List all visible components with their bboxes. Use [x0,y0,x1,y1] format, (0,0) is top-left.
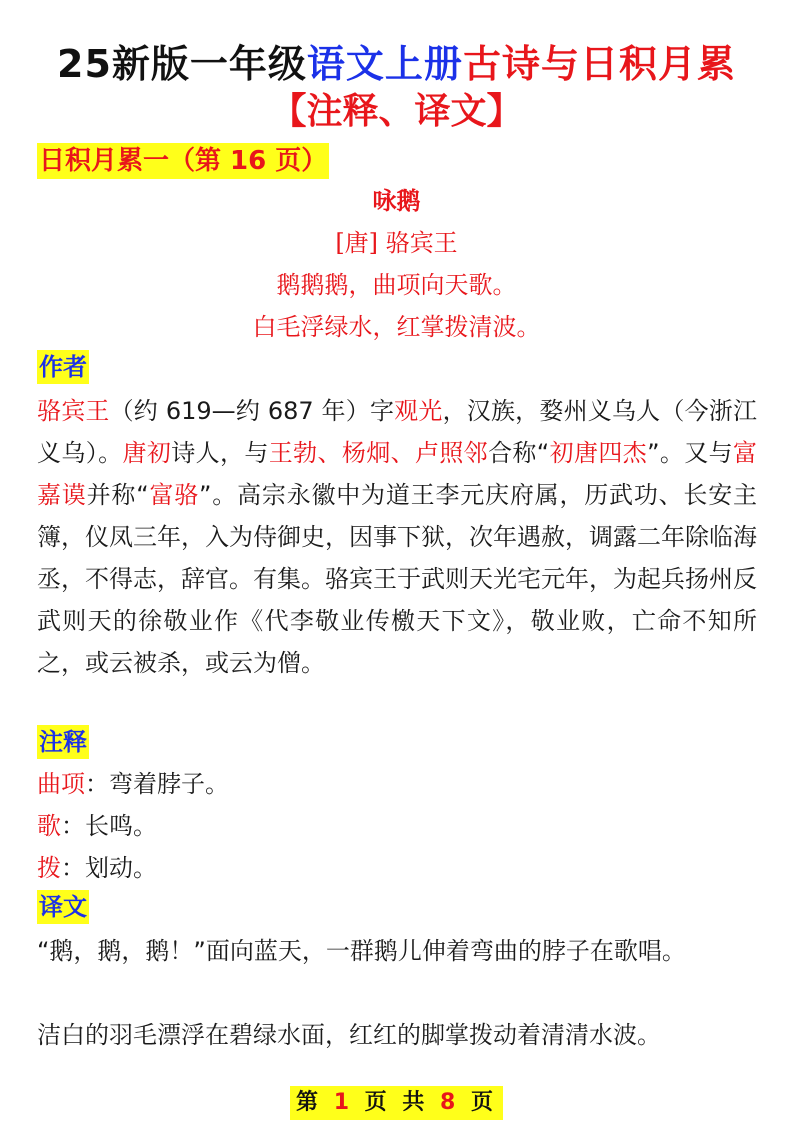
total-page-number: 8 [439,1090,460,1115]
page-title [0,40,793,88]
note-term: 歌 [37,812,61,840]
poem-author: [唐] 骆宾王 [335,229,458,257]
author-group-name: 初唐四杰 [549,439,648,467]
poem-title: 咏鹅 [372,187,421,215]
poem-line-2: 白毛浮绿水，红掌拨清波。 [252,313,541,341]
author-label: 作者 [37,350,89,384]
note-term: 拨 [37,854,61,882]
author-text: （约 619—约 687 年）字 [109,397,395,425]
notes-label: 注释 [37,725,89,759]
page-subtitle: 【注释、译文】 [270,91,523,132]
author-text: ”。又与 [647,439,734,467]
author-pair-name: 富骆 [148,481,200,509]
author-era: 唐初 [122,439,172,467]
title-part-subject: 语文上册 [306,42,463,86]
poem-line-1: 鹅鹅鹅，曲项向天歌。 [276,271,517,299]
note-term: 曲项 [37,770,85,798]
author-text: ”。高宗永徽中为道王李元庆府属，历武功、长安主簿，仪凤三年，入为侍御史，因事下狱，次年遇赦，调露二年除临海丞，不得志，辞官。有集。骆宾王于武则天光宅元年，为起兵扬州反武则天的徐敬业作《代李敬业传檄天下文》，敬业败，亡命不知所之，或云被杀，或云为僧。 [37,481,758,677]
page-footer [0,1086,793,1120]
translation-label: 译文 [37,890,89,924]
note-definition: ：长鸣。 [61,812,157,840]
page-counter [290,1086,503,1120]
translation-line-1: “鹅，鹅，鹅！”面向蓝天，一群鹅儿伸着弯曲的脖子在歌唱。 [37,937,686,965]
note-definition: ：弯着脖子。 [85,770,229,798]
section-heading: 日积月累一（第 16 页） [37,143,329,179]
note-item [37,806,157,846]
page-counter-prefix: 第 [296,1090,334,1115]
author-courtesy-name: 观光 [394,397,443,425]
author-text: 诗人，与 [171,439,269,467]
translation-line-2: 洁白的羽毛漂浮在碧绿水面，红红的脚掌拨动着清清水波。 [37,1021,661,1049]
author-text: ，汉族，婺州义乌人（今浙江义乌）。 [37,397,757,467]
author-text: 并称“ [86,481,149,509]
author-peer-fu: 富嘉谟 [37,439,758,509]
author-text: 合称“ [488,439,550,467]
note-item [37,764,229,804]
author-name: 骆宾王 [37,397,110,425]
page-counter-middle: 页 共 [353,1090,440,1115]
title-part-grade: 25新版一年级 [57,42,307,86]
author-paragraph [37,390,757,684]
author-peers: 王勃、杨炯、卢照邻 [268,439,489,467]
title-part-topic: 古诗与日积月累 [462,42,736,86]
note-definition: ：划动。 [61,854,157,882]
page-counter-suffix: 页 [459,1090,497,1115]
note-item [37,848,157,888]
current-page-number: 1 [333,1090,353,1115]
